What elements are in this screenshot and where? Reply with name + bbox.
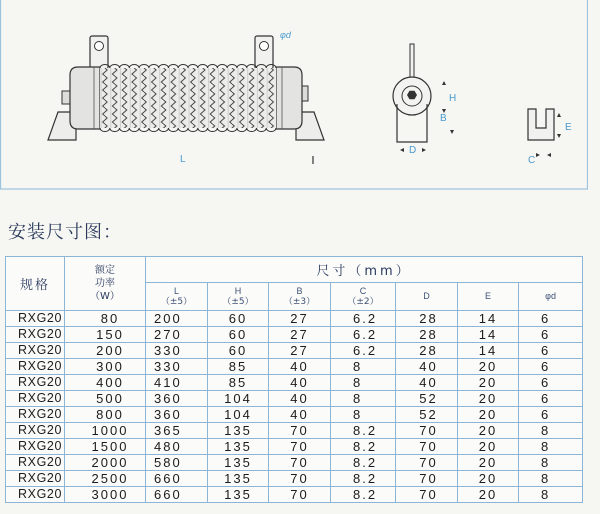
- cell-h: 135: [208, 423, 269, 439]
- cell-d: 70: [396, 423, 458, 439]
- right-terminal-hole: [260, 42, 269, 51]
- resistor-end-view: [393, 44, 456, 156]
- coil-bottom-edge: [100, 128, 276, 132]
- header-l: [146, 283, 208, 311]
- table-row: [6, 455, 583, 471]
- cell-spec: RXG20: [6, 311, 65, 327]
- header-h-tolerance: （±5）: [222, 296, 254, 307]
- cell-e: 20: [458, 455, 519, 471]
- header-l-name: L: [173, 285, 179, 296]
- header-phi-d: [519, 283, 583, 311]
- cell-l: 200: [146, 311, 208, 327]
- header-h: [208, 283, 269, 311]
- cell-b: 70: [269, 487, 331, 503]
- table-row: [6, 391, 583, 407]
- label-h: H: [449, 93, 457, 104]
- cell-phi-d: 8: [519, 439, 583, 455]
- cell-l: 270: [146, 327, 208, 343]
- cell-spec: RXG20: [6, 423, 65, 439]
- cell-h: 85: [208, 375, 269, 391]
- header-rated-power-line: 额定: [95, 265, 115, 276]
- section-title: 安装尺寸图：: [8, 222, 122, 243]
- header-dimensions: 尺寸（mm）: [146, 257, 583, 283]
- cell-d: 40: [396, 359, 458, 375]
- d-arrow-left-icon: [400, 148, 404, 152]
- cell-b: 70: [269, 423, 331, 439]
- cell-phi-d: 6: [519, 311, 583, 327]
- cell-c: 6.2: [331, 343, 396, 359]
- cell-d: 40: [396, 375, 458, 391]
- label-b: B: [440, 113, 447, 124]
- cell-power: 1500: [65, 439, 146, 455]
- cell-phi-d: 6: [519, 327, 583, 343]
- cell-c: 8.2: [331, 439, 396, 455]
- cell-e: 14: [458, 343, 519, 359]
- cell-power: 300: [65, 359, 146, 375]
- header-c: [331, 283, 396, 311]
- cell-spec: RXG20: [6, 343, 65, 359]
- left-terminal-hole: [95, 42, 104, 51]
- e-arrow-up-icon: [557, 113, 561, 117]
- header-b-name: B: [296, 285, 303, 296]
- cell-power: 3000: [65, 487, 146, 503]
- right-end-cap: [276, 67, 302, 129]
- cell-power: 200: [65, 343, 146, 359]
- cell-power: 2000: [65, 455, 146, 471]
- cell-l: 480: [146, 439, 208, 455]
- cell-c: 8.2: [331, 487, 396, 503]
- cell-phi-d: 8: [519, 487, 583, 503]
- cell-l: 365: [146, 423, 208, 439]
- cell-d: 70: [396, 487, 458, 503]
- cell-c: 8.2: [331, 423, 396, 439]
- table-row: [6, 311, 583, 327]
- header-phi-d-name: φd: [545, 291, 556, 301]
- header-rated-power: [65, 257, 146, 311]
- cell-e: 14: [458, 311, 519, 327]
- cell-c: 8.2: [331, 455, 396, 471]
- cell-phi-d: 6: [519, 407, 583, 423]
- cell-power: 80: [65, 311, 146, 327]
- cell-phi-d: 6: [519, 359, 583, 375]
- cell-h: 60: [208, 343, 269, 359]
- c-arrow-right-icon: [536, 153, 540, 157]
- cell-power: 150: [65, 327, 146, 343]
- cell-b: 70: [269, 471, 331, 487]
- cell-c: 8: [331, 375, 396, 391]
- cell-spec: RXG20: [6, 455, 65, 471]
- header-c-tolerance: （±2）: [347, 296, 379, 307]
- cell-h: 135: [208, 471, 269, 487]
- label-d: D: [409, 145, 417, 156]
- c-arrow-left-icon: [547, 153, 551, 157]
- cell-e: 20: [458, 423, 519, 439]
- cell-c: 8: [331, 391, 396, 407]
- cell-h: 104: [208, 407, 269, 423]
- cell-spec: RXG20: [6, 391, 65, 407]
- cell-spec: RXG20: [6, 327, 65, 343]
- cell-l: 580: [146, 455, 208, 471]
- cell-l: 360: [146, 391, 208, 407]
- cell-c: 8: [331, 359, 396, 375]
- header-e: [458, 283, 519, 311]
- header-d-name: D: [423, 291, 430, 301]
- header-d: [396, 283, 458, 311]
- cell-e: 20: [458, 391, 519, 407]
- cell-b: 40: [269, 391, 331, 407]
- cell-e: 20: [458, 359, 519, 375]
- coil-windings: [100, 68, 276, 128]
- cell-h: 104: [208, 391, 269, 407]
- cell-c: 8.2: [331, 471, 396, 487]
- cell-phi-d: 6: [519, 375, 583, 391]
- bracket-view: [528, 109, 572, 166]
- table-row: [6, 375, 583, 391]
- cell-e: 20: [458, 375, 519, 391]
- cell-b: 27: [269, 327, 331, 343]
- coil-top-edge: [100, 65, 276, 69]
- b-arrow-icon: [450, 130, 454, 134]
- table-header: [6, 257, 583, 311]
- cell-power: 800: [65, 407, 146, 423]
- table-row: [6, 359, 583, 375]
- d-arrow-right-icon: [422, 148, 426, 152]
- cell-d: 70: [396, 439, 458, 455]
- cell-e: 20: [458, 487, 519, 503]
- cell-e: 20: [458, 471, 519, 487]
- label-l: L: [180, 154, 186, 165]
- header-rated-power-line: （W）: [90, 291, 120, 302]
- cell-l: 330: [146, 359, 208, 375]
- cell-c: 6.2: [331, 327, 396, 343]
- header-b: [269, 283, 331, 311]
- cell-h: 60: [208, 311, 269, 327]
- resistor-side-view: [48, 30, 324, 165]
- cell-b: 40: [269, 375, 331, 391]
- e-arrow-down-icon: [557, 134, 561, 138]
- cell-b: 27: [269, 343, 331, 359]
- cell-d: 28: [396, 311, 458, 327]
- cell-power: 2500: [65, 471, 146, 487]
- table-row: [6, 471, 583, 487]
- table-row: [6, 407, 583, 423]
- dimension-table: [5, 256, 583, 503]
- cell-b: 70: [269, 455, 331, 471]
- cell-phi-d: 6: [519, 343, 583, 359]
- cell-phi-d: 8: [519, 423, 583, 439]
- cell-spec: RXG20: [6, 471, 65, 487]
- cell-h: 135: [208, 439, 269, 455]
- header-rated-power-line: 功率: [95, 278, 115, 289]
- label-c: C: [528, 155, 536, 166]
- cell-h: 135: [208, 487, 269, 503]
- table-row: [6, 439, 583, 455]
- cell-h: 85: [208, 359, 269, 375]
- cell-d: 28: [396, 343, 458, 359]
- header-row-main: [6, 257, 583, 283]
- cell-power: 1000: [65, 423, 146, 439]
- cell-h: 135: [208, 455, 269, 471]
- cell-e: 20: [458, 407, 519, 423]
- cell-spec: RXG20: [6, 407, 65, 423]
- cell-power: 400: [65, 375, 146, 391]
- label-phi-d: φd: [280, 30, 291, 40]
- cell-phi-d: 8: [519, 455, 583, 471]
- header-c-name: C: [359, 285, 367, 296]
- cell-d: 52: [396, 391, 458, 407]
- cell-spec: RXG20: [6, 359, 65, 375]
- cell-phi-d: 6: [519, 391, 583, 407]
- cell-e: 20: [458, 439, 519, 455]
- end-view-terminal-tab: [410, 44, 414, 78]
- table-row: [6, 327, 583, 343]
- cell-c: 6.2: [331, 311, 396, 327]
- cell-d: 70: [396, 455, 458, 471]
- cell-phi-d: 8: [519, 471, 583, 487]
- table-row: [6, 423, 583, 439]
- header-e-name: E: [484, 291, 491, 301]
- cell-h: 60: [208, 327, 269, 343]
- cell-l: 660: [146, 487, 208, 503]
- cell-c: 8: [331, 407, 396, 423]
- cell-spec: RXG20: [6, 439, 65, 455]
- cell-power: 500: [65, 391, 146, 407]
- cell-d: 70: [396, 471, 458, 487]
- header-l-tolerance: （±5）: [160, 296, 193, 307]
- h-arrow-up-icon: [442, 81, 446, 85]
- cell-l: 660: [146, 471, 208, 487]
- cell-b: 70: [269, 439, 331, 455]
- dimension-drawing: [0, 0, 588, 192]
- table-body: [6, 311, 583, 503]
- cell-e: 14: [458, 327, 519, 343]
- cell-l: 410: [146, 375, 208, 391]
- cell-b: 40: [269, 359, 331, 375]
- slotted-bracket: [528, 109, 554, 140]
- cell-b: 40: [269, 407, 331, 423]
- cell-l: 360: [146, 407, 208, 423]
- cell-spec: RXG20: [6, 487, 65, 503]
- cell-d: 52: [396, 407, 458, 423]
- label-e: E: [565, 122, 572, 133]
- header-b-tolerance: （±3）: [283, 296, 316, 307]
- header-h-name: H: [234, 285, 242, 296]
- cell-d: 28: [396, 327, 458, 343]
- left-end-cap: [70, 67, 100, 129]
- cell-spec: RXG20: [6, 375, 65, 391]
- header-spec: 规格: [6, 257, 65, 311]
- cell-b: 27: [269, 311, 331, 327]
- cell-l: 330: [146, 343, 208, 359]
- table-row: [6, 343, 583, 359]
- table-row: [6, 487, 583, 503]
